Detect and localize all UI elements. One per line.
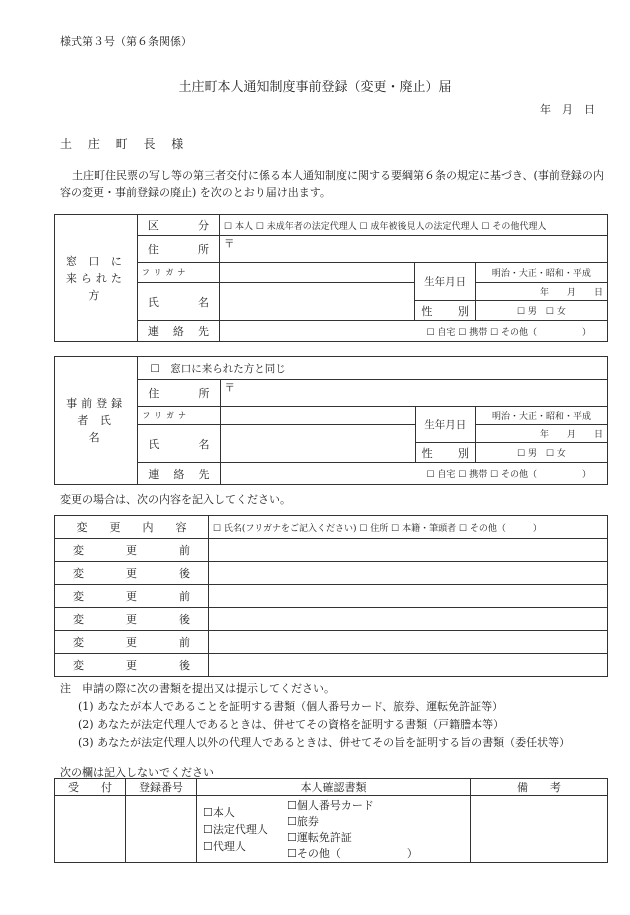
change-row-mid: 更 — [126, 613, 137, 626]
change-row-left: 変 — [73, 544, 84, 557]
registrant-birthdate-label: 生年月日 — [415, 407, 475, 443]
note-item: (3) あなたが法定代理人以外の代理人であるときは、併せてその旨を証明する旨の書類（委任状等） — [78, 736, 571, 749]
change-row — [55, 631, 608, 654]
registrant-gender-options[interactable]: ☐ 男 ☐ 女 — [476, 443, 608, 463]
document-checkbox[interactable]: ☐旅券 — [287, 815, 319, 828]
change-row-left: 変 — [73, 636, 84, 649]
change-row-field[interactable] — [209, 585, 608, 608]
notes-heading: 注 申請の際に次の書類を提出又は提示してください。 — [60, 682, 335, 695]
change-row-mid: 更 — [126, 636, 137, 649]
change-row-mid: 更 — [126, 544, 137, 557]
office-use-table — [54, 778, 608, 863]
change-row-left: 変 — [73, 567, 84, 580]
office-header-receipt: 受 付 — [55, 779, 126, 796]
registrant-birthdate-field[interactable]: 年 月 日 — [476, 425, 608, 443]
change-header-options[interactable]: ☐ 氏名(フリガナをご記入ください) ☐ 住所 ☐ 本籍・筆頭者 ☐ その他（ ） — [209, 516, 608, 539]
change-row — [55, 562, 608, 585]
document-list — [283, 796, 471, 863]
office-header-reg-number: 登録番号 — [126, 779, 197, 796]
registrant-contact-label: 連絡先 — [138, 463, 220, 485]
registrant-contact-options[interactable]: ☐ 自宅 ☐ 携帯 ☐ その他（ ） — [220, 463, 607, 485]
registrant-address-field[interactable]: 〒 — [220, 380, 607, 407]
person-type-checkbox[interactable]: ☐法定代理人 — [203, 822, 268, 836]
birthdate-field[interactable]: 年 月 日 — [475, 283, 607, 301]
office-receipt-field[interactable] — [55, 796, 126, 863]
person-type-checkbox[interactable]: ☐本人 — [203, 805, 235, 819]
address-label: 住 所 — [137, 236, 219, 263]
document-checkbox[interactable]: ☐その他（ ） — [287, 847, 418, 860]
change-row-right: 前 — [179, 636, 190, 649]
registrant-furigana-field[interactable] — [220, 407, 415, 425]
gender-options[interactable]: ☐ 男 ☐ 女 — [475, 301, 607, 321]
change-row — [55, 585, 608, 608]
gender-label: 性 別 — [415, 301, 475, 321]
office-remarks-field[interactable] — [471, 796, 608, 863]
visitor-table — [54, 214, 608, 342]
form-number: 様式第３号（第６条関係） — [60, 35, 192, 48]
name-label: 氏 名 — [137, 283, 219, 321]
name-field[interactable] — [220, 283, 415, 321]
intro-text: 土庄町住民票の写し等の第三者交付に係る本人通知制度に関する要綱第６条の規定に基づき、(事前登録の内容の変更・事前登録の廃止) を次のとおり届け出ます。 — [60, 169, 604, 199]
form-title: 土庄町本人通知制度事前登録（変更・廃止）届 — [178, 80, 452, 95]
person-type-checkbox[interactable]: ☐代理人 — [203, 839, 246, 853]
change-row-field[interactable] — [209, 562, 608, 585]
visitor-section-label: 窓 口 に 来られた方 — [55, 215, 138, 342]
registrant-furigana-label: フリガナ — [138, 407, 220, 425]
era-options[interactable]: 明治・大正・昭和・平成 — [475, 263, 607, 283]
contact-label: 連絡先 — [137, 321, 219, 342]
registrant-gender-label: 性 別 — [415, 443, 475, 463]
change-row-right: 後 — [179, 659, 190, 672]
change-row — [55, 654, 608, 677]
change-row-field[interactable] — [209, 631, 608, 654]
change-row — [55, 539, 608, 562]
contact-options[interactable]: ☐ 自宅 ☐ 携帯 ☐ その他（ ） — [220, 321, 608, 342]
person-type-list — [197, 796, 284, 863]
change-row-mid: 更 — [126, 590, 137, 603]
office-use-note: 次の欄は記入しないでください — [60, 766, 214, 779]
change-row-right: 前 — [179, 544, 190, 557]
change-row — [55, 608, 608, 631]
office-header-remarks: 備 考 — [471, 779, 608, 796]
change-row-field[interactable] — [209, 608, 608, 631]
change-row-left: 変 — [73, 613, 84, 626]
notes — [60, 680, 570, 752]
change-row-field[interactable] — [209, 654, 608, 677]
change-row-right: 前 — [179, 590, 190, 603]
document-checkbox[interactable]: ☐運転免許証 — [287, 831, 352, 844]
kubun-label: 区 分 — [137, 215, 219, 236]
change-note: 変更の場合は、次の内容を記入してください。 — [60, 493, 291, 506]
document-checkbox[interactable]: ☐個人番号カード — [287, 799, 374, 812]
registrant-table — [54, 356, 608, 485]
change-row-field[interactable] — [209, 539, 608, 562]
change-table — [54, 515, 608, 677]
office-header-id-docs: 本人確認書類 — [197, 779, 471, 796]
furigana-field[interactable] — [220, 263, 415, 283]
registrant-section-label: 事前登録者 氏 名 — [55, 357, 138, 485]
birthdate-label: 生年月日 — [415, 263, 475, 301]
address-field[interactable]: 〒 — [220, 236, 608, 263]
note-item: (1) あなたが本人であることを証明する書類（個人番号カード、旅券、運転免許証等） — [78, 700, 504, 713]
addressee: 土 庄 町 長 様 — [60, 137, 190, 151]
change-row-right: 後 — [179, 567, 190, 580]
date-line[interactable]: 年 月 日 — [540, 103, 595, 116]
registrant-address-label: 住 所 — [138, 380, 220, 407]
same-as-visitor-checkbox[interactable]: ☐ 窓口に来られた方と同じ — [138, 357, 608, 380]
change-row-mid: 更 — [126, 567, 137, 580]
change-header-label: 変 更 内 容 — [55, 516, 209, 539]
registrant-name-label: 氏 名 — [138, 425, 220, 463]
office-reg-number-field[interactable] — [126, 796, 197, 863]
furigana-label: フリガナ — [137, 263, 219, 283]
registrant-era-options[interactable]: 明治・大正・昭和・平成 — [476, 407, 608, 425]
change-row-mid: 更 — [126, 659, 137, 672]
note-item: (2) あなたが法定代理人であるときは、併せてその資格を証明する書類（戸籍謄本等） — [78, 718, 505, 731]
change-row-left: 変 — [73, 590, 84, 603]
kubun-options[interactable]: ☐ 本人 ☐ 未成年者の法定代理人 ☐ 成年被後見人の法定代理人 ☐ その他代理人 — [220, 215, 608, 236]
change-row-left: 変 — [73, 659, 84, 672]
registrant-name-field[interactable] — [220, 425, 415, 463]
change-row-right: 後 — [179, 613, 190, 626]
